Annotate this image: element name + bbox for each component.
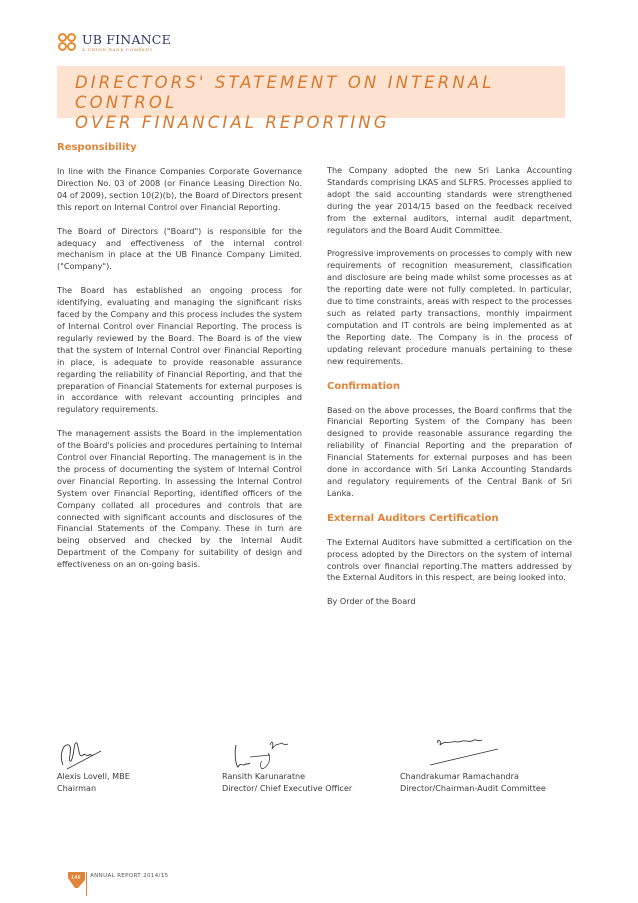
signature-icon — [400, 735, 500, 771]
paragraph: In line with the Finance Companies Corporate Governance Direction No. 03 of 2008 (or Finance Leasing Direction No. 04 of 2009), section 10(2)(b), the Board of Directors present this report on Internal Control over Financial Reporting. — [57, 166, 302, 212]
signatory-1 — [57, 735, 130, 794]
page-title — [75, 73, 565, 133]
title-banner — [57, 66, 565, 132]
signatory-name: Ransith Karunaratne — [222, 771, 306, 781]
signatory-2 — [222, 735, 352, 794]
signature-icon — [222, 735, 292, 771]
section-heading-confirmation: Confirmation — [327, 380, 401, 392]
signatory-3 — [400, 735, 546, 794]
closing-line: By Order of the Board — [327, 596, 416, 607]
signature-image — [222, 735, 352, 771]
paragraph: Based on the above processes, the Board confirms that the Financial Reporting System of the Company has been designed to provide reasonable assurance regarding the reliability of Financial Reporting and the preparation of Financial Statements for external purposes and has been done in accordance with Sri Lanka Accounting Standards and regulatory requirements of the Central Bank of Sri Lanka. — [327, 404, 572, 498]
signatory-title: Director/Chairman-Audit Committee — [400, 782, 546, 793]
paragraph: The Board of Directors ("Board") is responsible for the adequacy and effectiveness of the internal control mechanism in place at the UB Finance Company Limited. ("Company"). — [57, 225, 302, 272]
paragraph: The Board has established an ongoing process for identifying, evaluating and managing the significant risks faced by the Company and this process includes the system of Internal Control over Financial Reporting. The process is regularly reviewed by the Board. The Board is of the view that the system of Internal Control over Financial Reporting in place, is adequate to provide reasonable assurance regarding the reliability of Financial Reporting, and that the preparation of Financial Statements for external purposes is in accordance with relevant accounting principles and regulatory requirements. — [57, 285, 302, 415]
section-heading-responsibility: Responsibility — [57, 142, 137, 153]
logo-tagline: A UNION BANK COMPANY — [82, 47, 154, 53]
signature-icon — [57, 735, 107, 771]
logo-knot-icon — [58, 33, 78, 53]
report-label: ANNUAL REPORT 2014/15 — [90, 873, 169, 879]
signature-image — [400, 735, 546, 771]
page-footer — [68, 872, 168, 896]
page-title-line-1: DIRECTORS' STATEMENT ON INTERNAL CONTROL — [75, 73, 495, 112]
signatory-name: Chandrakumar Ramachandra — [400, 771, 519, 781]
footer-divider — [86, 872, 87, 896]
logo-name: UB FINANCE — [82, 31, 171, 47]
page-title-line-2: OVER FINANCIAL REPORTING — [75, 113, 390, 132]
signatory-title: Chairman — [57, 782, 97, 793]
paragraph: The Company adopted the new Sri Lanka Accounting Standards comprising LKAS and SLFRS. Processes applied to adopt the said accounting standards were strengthened during the year 2014/15 based on the feedback received from the external auditors, internal audit department, regulators and the Board Audit Committee. — [327, 165, 572, 235]
right-column — [327, 165, 572, 620]
signatory-title: Director/ Chief Executive Officer — [222, 782, 353, 793]
paragraph: Progressive improvements on processes to comply with new requirements of recognition measurement, classification and disclosure are being made whilst some processes as at the reporting date were not fully completed. In particular, due to time constraints, areas with respect to the processes such as related party transactions, monthly impairment computation and IT controls are being implemented as at the Reporting date. The Company is in the process of updating relevant procedure manuals pertaining to these new requirements. — [327, 248, 572, 366]
section-heading-auditors: External Auditors Certification — [327, 512, 499, 524]
paragraph: The External Auditors have submitted a certification on the process adopted by the Directors on the system of internal controls over financial reporting.The matters addressed by the External Auditors in this respect, are being looked into. — [327, 536, 572, 583]
paragraph: The management assists the Board in the implementation of the Board's policies and procedures pertaining to Internal Control over Financial Reporting. The management is in the the process of documenting the system of Internal Control over Financial Reporting. In assessing the Internal Control System over Financial Reporting, identified officers of the Company collated all procedures and controls that are connected with significant accounts and disclosures of the Financial Statements of the Company. These in turn are being observed and checked by the Internal Audit Department of the Company for suitability of design and effectiveness on an on-going basis. — [57, 428, 302, 570]
signature-image — [57, 735, 130, 771]
page-number-badge — [68, 872, 85, 888]
page-number: 146 — [71, 875, 81, 881]
left-column — [57, 141, 302, 583]
signatory-name: Alexis Lovell, MBE — [57, 771, 130, 781]
company-logo — [58, 33, 171, 53]
